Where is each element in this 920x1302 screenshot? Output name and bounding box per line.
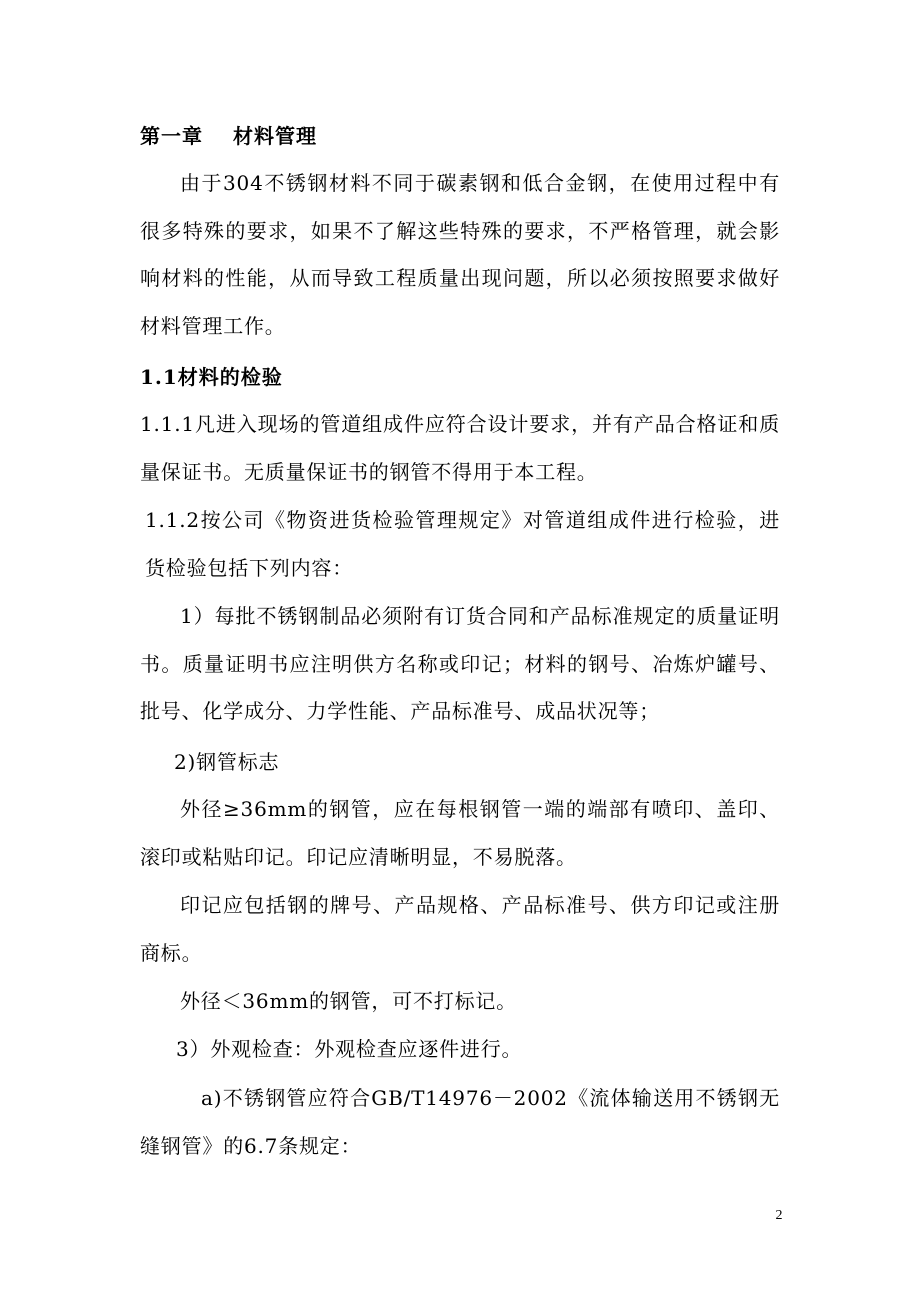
clause-1-1-2: 1.1.2按公司《物资进货检验管理规定》对管道组成件进行检验，进货检验包括下列内容： [145, 508, 780, 580]
inspection-point-1: 1）每批不锈钢制品必须附有订货合同和产品标准规定的质量证明书。质量证明书应注明供方名称或印记；材料的钢号、冶炼炉罐号、批号、化学成分、力学性能、产品标准号、成品状况等； [140, 604, 780, 723]
chapter-number: 第一章 [140, 124, 203, 148]
clause-1-1-1: 1.1.1凡进入现场的管道组成件应符合设计要求，并有产品合格证和质量保证书。无质量保证书的钢管不得用于本工程。 [140, 412, 780, 484]
chapter-heading [140, 112, 780, 160]
page-number: 2 [775, 1208, 783, 1223]
marking-paragraph-1: 外径≥36mm的钢管，应在每根钢管一端的端部有喷印、盖印、滚印或粘贴印记。印记应清晰明显，不易脱落。 [140, 797, 780, 869]
chapter-title: 材料管理 [233, 124, 317, 148]
intro-paragraph: 由于304不锈钢材料不同于碳素钢和低合金钢，在使用过程中有很多特殊的要求，如果不了解这些特殊的要求，不严格管理，就会影响材料的性能，从而导致工程质量出现问题，所以必须按照要求做好材料管理工作。 [140, 171, 780, 338]
inspection-point-3: 3）外观检查：外观检查应逐件进行。 [176, 1037, 523, 1061]
marking-paragraph-3: 外径＜36mm的钢管，可不打标记。 [180, 989, 517, 1013]
inspection-point-2-title: 2)钢管标志 [174, 750, 280, 774]
inspection-point-3-a: a)不锈钢管应符合GB/T14976－2002《流体输送用不锈钢无缝钢管》的6.7条规定： [140, 1086, 780, 1158]
section-heading-1-1: 1.1材料的检验 [140, 365, 283, 389]
marking-paragraph-2: 印记应包括钢的牌号、产品规格、产品标准号、供方印记或注册商标。 [140, 893, 780, 965]
